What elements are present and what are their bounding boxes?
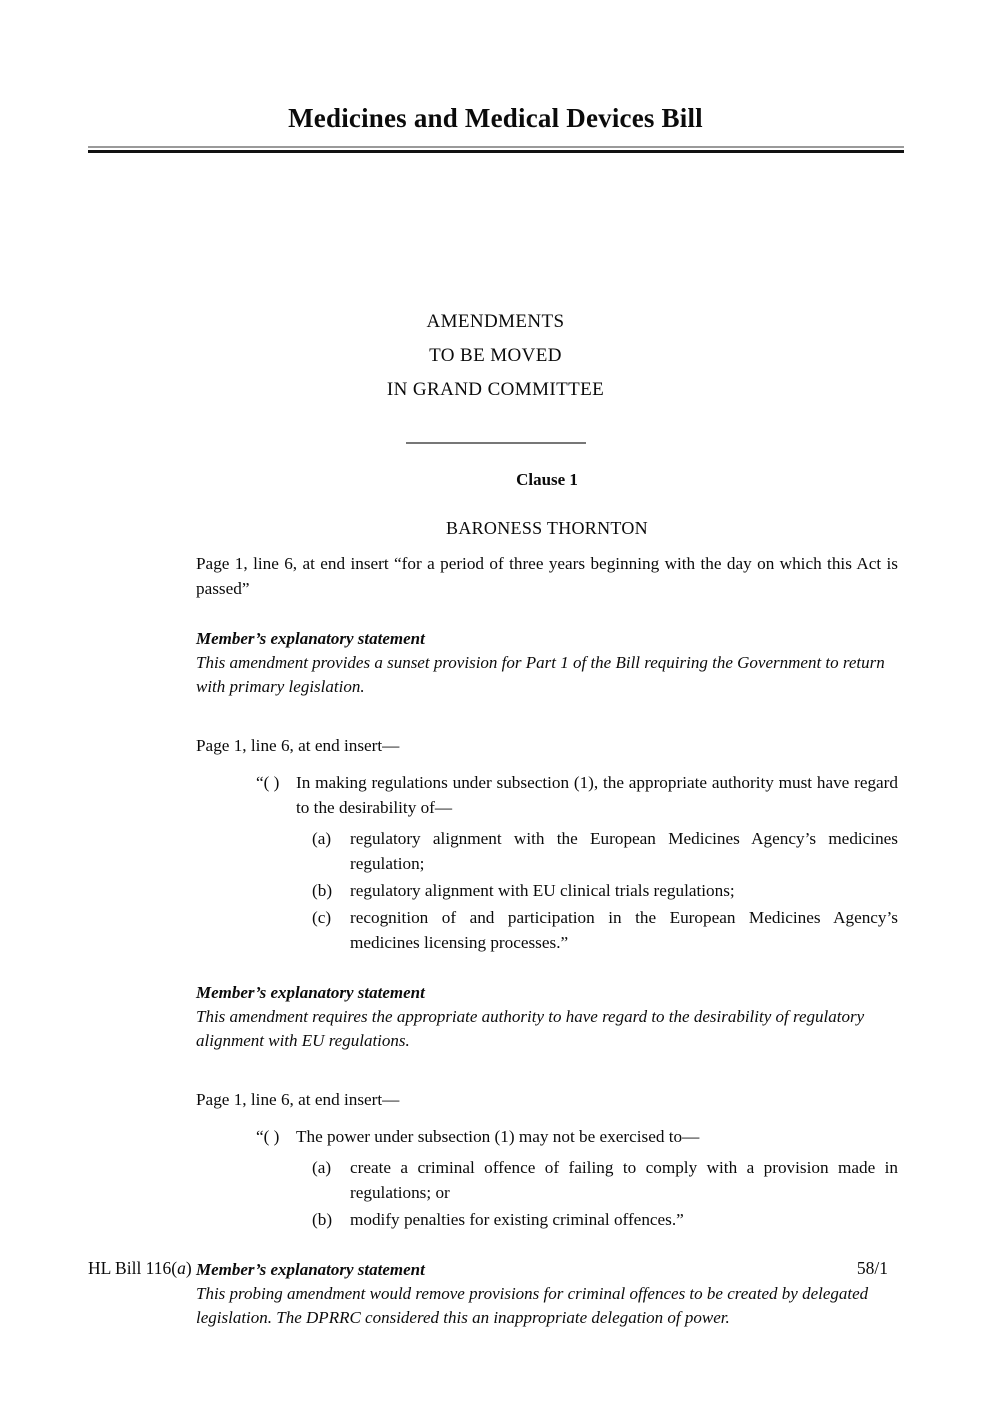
amendment-lead-3: Page 1, line 6, at end insert— [196,1090,400,1109]
amendment-block-2 [196,733,898,1053]
list-item-marker: (a) [312,829,332,848]
spacer-2 [196,1053,898,1087]
lettered-list-3 [256,1155,898,1232]
title-divider [88,146,904,153]
explanatory-body-2: This amendment requires the appropriate authority to have regard to the desirability of regulatory alignment with EU regulations. [196,1007,865,1050]
explanatory-heading-1: Member’s explanatory statement [196,629,425,648]
preamble [0,305,991,452]
list-item [312,1155,898,1205]
explanatory-statement-2 [196,981,898,1053]
title-rule-thick [88,150,904,153]
preamble-line-in-grand-committee: IN GRAND COMMITTEE [386,379,605,400]
list-item [312,905,898,955]
list-item [312,1207,898,1232]
explanatory-heading-2: Member’s explanatory statement [196,983,425,1002]
document-body [196,470,898,1330]
page-footer [88,1258,888,1279]
list-item-text: regulatory alignment with the European Medicines Agency’s medicines regulation; [350,829,898,873]
preamble-divider [406,442,586,444]
page-number: 58/1 [856,1258,888,1278]
amendment-block-3 [196,1087,898,1330]
quoted-marker-3: “( ) [256,1127,280,1146]
bill-number [88,1258,192,1279]
list-item-text: modify penalties for existing criminal offences.” [350,1210,684,1229]
quoted-subsection-2 [196,770,898,955]
explanatory-heading-3: Member’s explanatory statement [196,1260,425,1279]
list-item-marker: (a) [312,1158,332,1177]
page-title: Medicines and Medical Devices Bill [288,103,703,133]
list-item [312,878,898,903]
list-item-text: recognition of and participation in the European Medicines Agency’s medicines licensing processes.” [350,908,898,952]
preamble-divider-wrap [0,434,991,452]
preamble-line-to-be-moved: TO BE MOVED [429,345,562,366]
explanatory-body-1: This amendment provides a sunset provision for Part 1 of the Bill requiring the Government to return with primary legislation. [196,653,885,696]
quoted-subsection-3 [196,1124,898,1232]
list-item-marker: (b) [312,881,333,900]
quoted-subsection-text-3 [256,1124,898,1149]
list-item-text: create a criminal offence of failing to comply with a provision made in regulations; or [350,1158,898,1202]
bill-number-prefix: HL Bill 116( [88,1258,178,1278]
amendment-lead-1: Page 1, line 6, at end insert “for a period of three years beginning with the day on which this Act is passed” [196,554,898,598]
amendment-block-1 [196,551,898,699]
preamble-line-amendments: AMENDMENTS [426,311,565,332]
spacer-1 [196,699,898,733]
clause-heading: Clause 1 [516,470,578,489]
member-name: BARONESS THORNTON [446,518,648,538]
quoted-body-3: The power under subsection (1) may not be exercised to— [296,1127,700,1146]
list-item [312,826,898,876]
explanatory-body-3: This probing amendment would remove provisions for criminal offences to be created by delegated legislation. The DPRRC considered this an inappropriate delegation of power. [196,1284,869,1327]
quoted-subsection-text-2 [256,770,898,820]
lettered-list-2 [256,826,898,955]
list-item-marker: (c) [312,908,332,927]
amendment-lead-2: Page 1, line 6, at end insert— [196,736,400,755]
quoted-marker-2: “( ) [256,773,280,792]
list-item-marker: (b) [312,1210,333,1229]
explanatory-statement-1 [196,627,898,699]
list-item-text: regulatory alignment with EU clinical trials regulations; [350,881,735,900]
bill-number-italic: a [177,1258,186,1278]
bill-number-suffix: ) [185,1258,192,1278]
quoted-body-2: In making regulations under subsection (1), the appropriate authority must have regard to the desirability of— [296,773,898,817]
